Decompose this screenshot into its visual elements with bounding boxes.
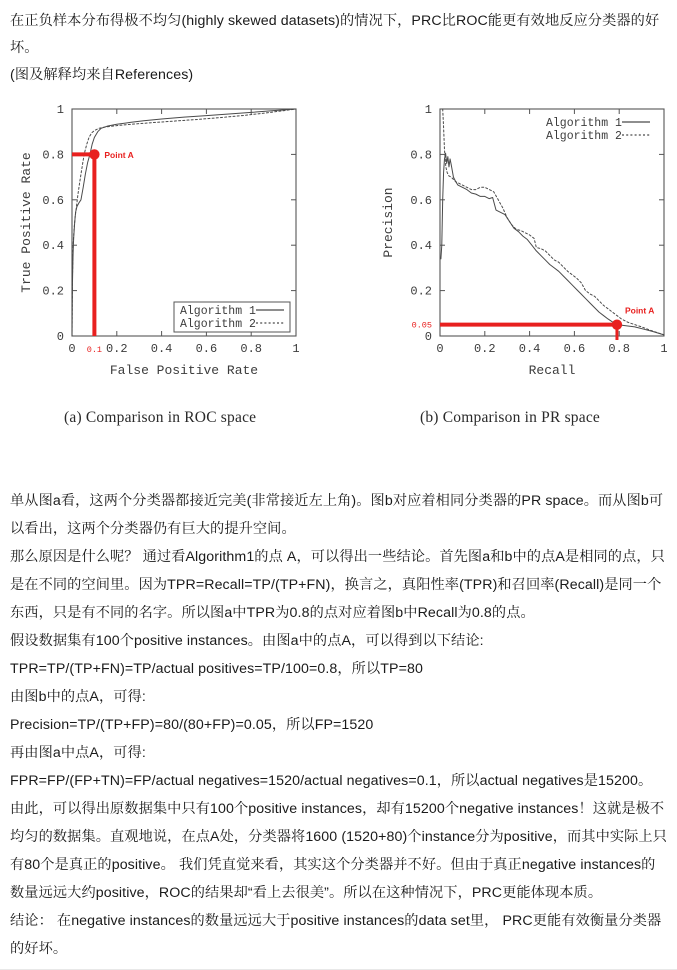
y-tick-label: 0.8 <box>410 148 432 163</box>
intro-paragraph-2: (图及解释均来自References) <box>10 67 194 83</box>
x-tick-label: 0.8 <box>608 342 631 356</box>
intro-paragraph-1: 在正负样本分布得极不均匀(highly skewed datasets)的情况下，PRC比ROC能更有效地反应分类器的好坏。 <box>10 13 660 56</box>
x-tick-label: 1 <box>660 342 668 356</box>
figure-a-roc <box>14 99 334 391</box>
body-paragraph-10: 结论： 在negative instances的数量远远大于positive instances的data set里， PRC更能有效衡量分类器的好坏。 <box>10 913 662 957</box>
x-tick-label: 0.6 <box>195 342 218 356</box>
y-tick-label: 1 <box>424 103 432 117</box>
body-paragraph-2: 那么原因是什么呢？ 通过看Algorithm1的点 A，可以得出一些结论。首先图a和b中的点A是相同的点，只是在不同的空间里。因为TPR=Recall=TP/(TP+FN)，换言之，真阳性率(TPR)和召回率(Recall)是同一个东西，只是有不同的名字。所以图a中TPR为0.8的点对应着图b中Recall为0.8的点。 <box>10 549 665 621</box>
body-paragraph-8: FPR=FP/(FP+TN)=FP/actual negatives=1520/actual negatives=0.1，所以actual negatives是15200。 <box>10 773 653 789</box>
x-tick-label: 0 <box>436 342 444 356</box>
point-a-marker <box>612 319 622 329</box>
roc-chart <box>14 99 334 391</box>
figures-row <box>0 99 677 409</box>
pr-chart <box>352 99 672 391</box>
y-tick-label-highlight: 0.05 <box>411 320 432 331</box>
x-tick-label-highlight: 0.1 <box>86 345 103 355</box>
y-tick-label: 0 <box>56 330 64 344</box>
roc-chart-svg <box>14 99 334 391</box>
body-paragraph-3: 假设数据集有100个positive instances。由图a中的点A，可以得到以下结论: <box>10 633 484 649</box>
y-tick-label: 1 <box>56 103 64 117</box>
body-paragraph-5: 由图b中的点A，可得: <box>10 689 146 705</box>
point-a-label: Point A <box>104 149 134 160</box>
y-tick-label: 0.4 <box>410 239 432 254</box>
legend-label: Algorithm 2 <box>546 130 622 143</box>
y-tick-label: 0.8 <box>42 148 64 163</box>
intro-section <box>0 0 677 89</box>
figure-b-pr <box>352 99 672 391</box>
body-paragraph-9: 由此，可以得出原数据集中只有100个positive instances，却有15200个negative instances！这就是极不均匀的数据集。直观地说，在点A处，分类器将1600 (1520+80)个instance分为positive，而其中实际上只有80个是真正的positive。 我们凭直觉来看，其实这个分类器并不好。但由于真正negative instances的数量远远大约positive，ROC的结果却“看上去很美”。所以在这种情况下，PRC更能体现本质。 <box>10 801 668 901</box>
body-paragraph-1: 单从图a看，这两个分类器都接近完美(非常接近左上角)。图b对应着相同分类器的PR space。而从图b可以看出，这两个分类器仍有巨大的提升空间。 <box>10 493 664 537</box>
x-tick-label: 1 <box>292 342 300 356</box>
y-tick-label: 0.2 <box>42 284 64 299</box>
y-tick-label: 0.6 <box>42 193 64 208</box>
x-axis-label: Recall <box>528 363 576 378</box>
x-tick-label: 0.4 <box>518 342 541 356</box>
caption-figure-b: (b) Comparison in PR space <box>420 409 600 426</box>
figure-captions <box>0 409 677 443</box>
x-tick-label: 0.4 <box>150 342 173 356</box>
pr-chart-svg <box>352 99 672 391</box>
body-text-section <box>0 487 677 963</box>
point-a-label: Point A <box>624 305 655 316</box>
y-tick-label: 0 <box>424 330 432 344</box>
x-tick-label: 0.8 <box>240 342 263 356</box>
body-paragraph-4: TPR=TP/(TP+FN)=TP/actual positives=TP/100=0.8，所以TP=80 <box>10 661 423 677</box>
caption-figure-a: (a) Comparison in ROC space <box>64 409 257 426</box>
y-tick-label: 0.6 <box>410 193 432 208</box>
x-tick-label: 0.2 <box>105 342 128 356</box>
y-axis-label: True Positive Rate <box>19 152 34 293</box>
point-a-marker <box>89 149 99 159</box>
y-axis-label: Precision <box>381 187 396 258</box>
body-paragraph-6: Precision=TP/(TP+FP)=80/(80+FP)=0.05，所以FP=1520 <box>10 717 374 733</box>
x-tick-label: 0.6 <box>563 342 586 356</box>
x-axis-label: False Positive Rate <box>109 363 259 378</box>
body-paragraph-7: 再由图a中点A，可得: <box>10 745 146 761</box>
y-tick-label: 0.2 <box>410 284 432 299</box>
legend-label: Algorithm 1 <box>546 117 622 130</box>
x-tick-label: 0.2 <box>473 342 496 356</box>
x-tick-label: 0 <box>68 342 76 356</box>
legend-label: Algorithm 1 <box>180 305 256 318</box>
y-tick-label: 0.4 <box>42 239 64 254</box>
legend-label: Algorithm 2 <box>180 318 256 331</box>
